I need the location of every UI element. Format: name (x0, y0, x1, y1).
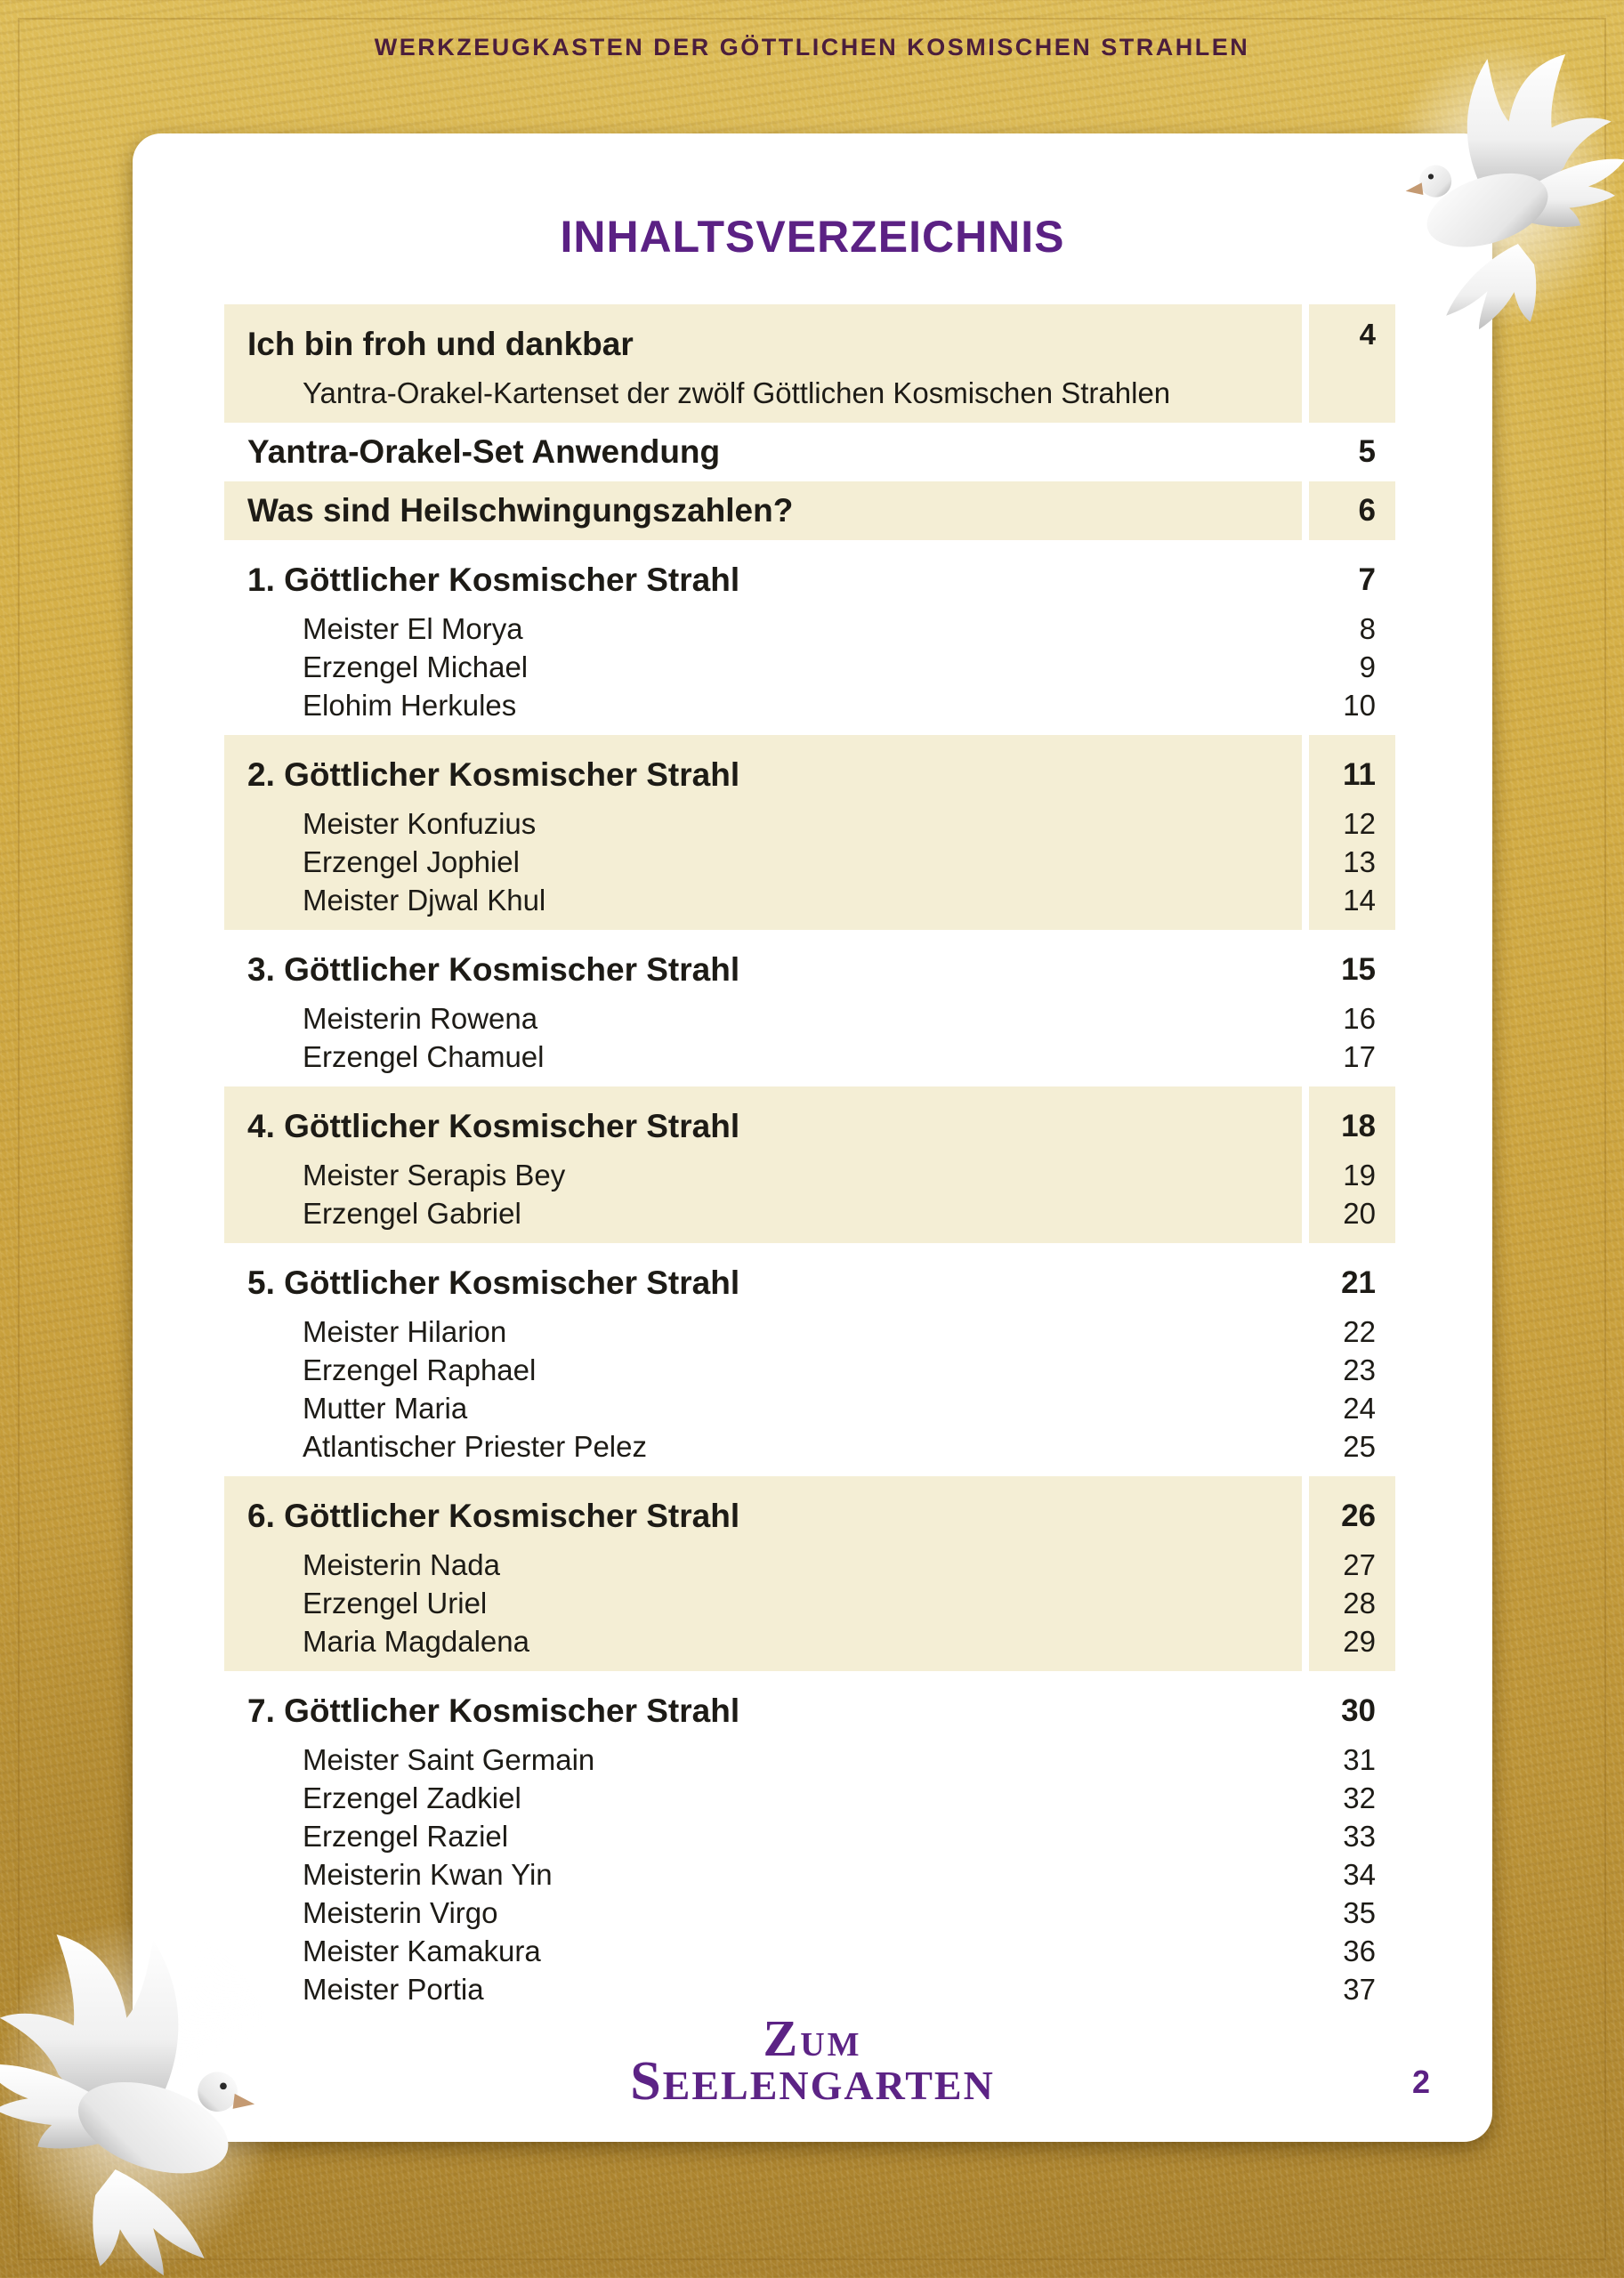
toc-row-label: Meisterin Rowena (303, 1002, 538, 1035)
toc-row-page-number: 7 (1358, 562, 1376, 597)
toc-row-page-number: 20 (1343, 1197, 1376, 1230)
toc-row-page-number: 9 (1359, 650, 1376, 683)
toc-block-labels (224, 423, 1302, 481)
dove-image (0, 1897, 297, 2278)
toc-block (224, 540, 1395, 735)
toc-row-label: Erzengel Raphael (303, 1353, 537, 1386)
toc-row-page-number: 32 (1343, 1781, 1376, 1814)
toc-column-gutter (1302, 1086, 1309, 1243)
brand-logo-line2: SEELENGARTEN (630, 2051, 995, 2112)
toc-row-label: Yantra-Orakel-Set Anwendung (247, 433, 721, 470)
toc-block (224, 1476, 1395, 1671)
toc-block-pages (1309, 1086, 1395, 1243)
toc-row-label: Erzengel Raziel (303, 1820, 509, 1853)
brand-logo-line1: ZUM (763, 2009, 862, 2067)
toc-block-labels (224, 1476, 1302, 1671)
toc-row-page-number: 13 (1343, 845, 1376, 878)
toc-row-label: Meister Hilarion (303, 1315, 507, 1348)
toc-block (224, 1243, 1395, 1476)
toc-row-page-number: 34 (1343, 1858, 1376, 1891)
toc-row-page-number: 8 (1359, 612, 1376, 645)
toc-block-pages (1309, 735, 1395, 930)
toc-row-page-number: 24 (1343, 1392, 1376, 1425)
toc-block-pages (1309, 423, 1395, 481)
table-of-contents (224, 304, 1395, 2019)
toc-block-pages (1309, 481, 1395, 540)
toc-row-label: Erzengel Gabriel (303, 1197, 521, 1230)
toc-block-labels (224, 1086, 1302, 1243)
toc-row-page-number: 36 (1343, 1935, 1376, 1967)
toc-block-pages (1309, 540, 1395, 735)
toc-row-label: Meisterin Virgo (303, 1896, 498, 1929)
toc-row-label: Was sind Heilschwingungszahlen? (247, 492, 794, 529)
toc-row-label: Atlantischer Priester Pelez (303, 1430, 647, 1463)
dove-image (1371, 23, 1624, 345)
toc-column-gutter (1302, 304, 1309, 423)
toc-row-label: 5. Göttlicher Kosmischer Strahl (247, 1264, 740, 1301)
toc-row-label: Meister El Morya (303, 612, 523, 645)
toc-row-label: Meister Saint Germain (303, 1743, 595, 1776)
toc-block-labels (224, 1671, 1302, 2019)
toc-block (224, 1086, 1395, 1243)
page-number: 2 (1411, 2064, 1430, 2100)
toc-block-labels (224, 481, 1302, 540)
toc-column-gutter (1302, 930, 1309, 1086)
header-kicker: WERKZEUGKASTEN DER GÖTTLICHEN KOSMISCHEN STRAHLEN (374, 34, 1250, 61)
toc-block-labels (224, 1243, 1302, 1476)
toc-row-page-number: 25 (1343, 1430, 1376, 1463)
toc-block-pages (1309, 1476, 1395, 1671)
toc-block (224, 481, 1395, 540)
toc-row-page-number: 27 (1343, 1548, 1376, 1581)
toc-row-label: Ich bin froh und dankbar (247, 326, 634, 362)
toc-row-label: Meister Serapis Bey (303, 1159, 566, 1192)
toc-row-page-number: 33 (1343, 1820, 1376, 1853)
brand-logo (133, 2009, 1492, 2112)
toc-row-page-number: 4 (1359, 318, 1376, 351)
toc-row-label: Meisterin Kwan Yin (303, 1858, 553, 1891)
toc-row-label: Erzengel Chamuel (303, 1040, 545, 1073)
toc-row-label: Meister Kamakura (303, 1935, 541, 1967)
content-card (133, 133, 1492, 2142)
toc-row-label: Meister Konfuzius (303, 807, 537, 840)
toc-block-labels (224, 304, 1302, 423)
toc-column-gutter (1302, 1243, 1309, 1476)
toc-row-page-number: 22 (1343, 1315, 1376, 1348)
toc-row-label: 4. Göttlicher Kosmischer Strahl (247, 1108, 740, 1144)
toc-row-page-number: 17 (1343, 1040, 1376, 1073)
toc-column-gutter (1302, 540, 1309, 735)
toc-row-label: 2. Göttlicher Kosmischer Strahl (247, 756, 740, 793)
toc-row-label: Elohim Herkules (303, 689, 517, 722)
toc-row-label: Erzengel Uriel (303, 1587, 488, 1620)
toc-row-page-number: 5 (1358, 434, 1376, 469)
toc-row-label: Erzengel Jophiel (303, 845, 520, 878)
toc-row-page-number: 31 (1343, 1743, 1376, 1776)
toc-row-page-number: 28 (1343, 1587, 1376, 1620)
toc-block-labels (224, 735, 1302, 930)
toc-block (224, 930, 1395, 1086)
toc-block (224, 1671, 1395, 2019)
toc-row-label: 1. Göttlicher Kosmischer Strahl (247, 561, 740, 598)
toc-row-label: 3. Göttlicher Kosmischer Strahl (247, 951, 740, 988)
toc-row-label: Erzengel Zadkiel (303, 1781, 521, 1814)
toc-column-gutter (1302, 735, 1309, 930)
toc-block (224, 735, 1395, 930)
toc-column-gutter (1302, 423, 1309, 481)
page-title: INHALTSVERZEICHNIS (560, 212, 1065, 262)
toc-block-labels (224, 540, 1302, 735)
toc-row-label: Meister Portia (303, 1973, 484, 2006)
toc-row-page-number: 10 (1343, 689, 1376, 722)
toc-row-page-number: 18 (1341, 1109, 1376, 1143)
toc-row-page-number: 11 (1343, 757, 1376, 792)
toc-row-page-number: 21 (1341, 1265, 1376, 1300)
toc-row-label: 7. Göttlicher Kosmischer Strahl (247, 1692, 740, 1729)
toc-block-pages (1309, 1243, 1395, 1476)
toc-column-gutter (1302, 1671, 1309, 2019)
toc-block-pages (1309, 1671, 1395, 2019)
toc-row-page-number: 37 (1343, 1973, 1376, 2006)
toc-row-label: Meister Djwal Khul (303, 884, 546, 917)
toc-row-page-number: 23 (1343, 1353, 1376, 1386)
toc-row-page-number: 19 (1343, 1159, 1376, 1192)
toc-column-gutter (1302, 481, 1309, 540)
toc-row-label: Meisterin Nada (303, 1548, 500, 1581)
toc-row-page-number: 15 (1341, 952, 1376, 987)
toc-row-page-number: 35 (1343, 1896, 1376, 1929)
toc-row-label: Erzengel Michael (303, 650, 529, 683)
toc-block (224, 304, 1395, 423)
toc-block-pages (1309, 930, 1395, 1086)
toc-row-label: Maria Magdalena (303, 1625, 529, 1658)
toc-row-label: 6. Göttlicher Kosmischer Strahl (247, 1498, 740, 1534)
toc-row-page-number: 6 (1358, 493, 1376, 528)
toc-row-page-number: 26 (1341, 1498, 1376, 1533)
toc-row-label: Yantra-Orakel-Kartenset der zwölf Göttlichen Kosmischen Strahlen (303, 376, 1171, 409)
toc-block (224, 423, 1395, 481)
toc-row-page-number: 16 (1343, 1002, 1376, 1035)
toc-row-page-number: 29 (1343, 1625, 1376, 1658)
toc-row-label: Mutter Maria (303, 1392, 468, 1425)
toc-row-page-number: 12 (1343, 807, 1376, 840)
toc-block-labels (224, 930, 1302, 1086)
toc-column-gutter (1302, 1476, 1309, 1671)
toc-row-page-number: 30 (1341, 1693, 1376, 1728)
toc-row-page-number: 14 (1343, 884, 1376, 917)
